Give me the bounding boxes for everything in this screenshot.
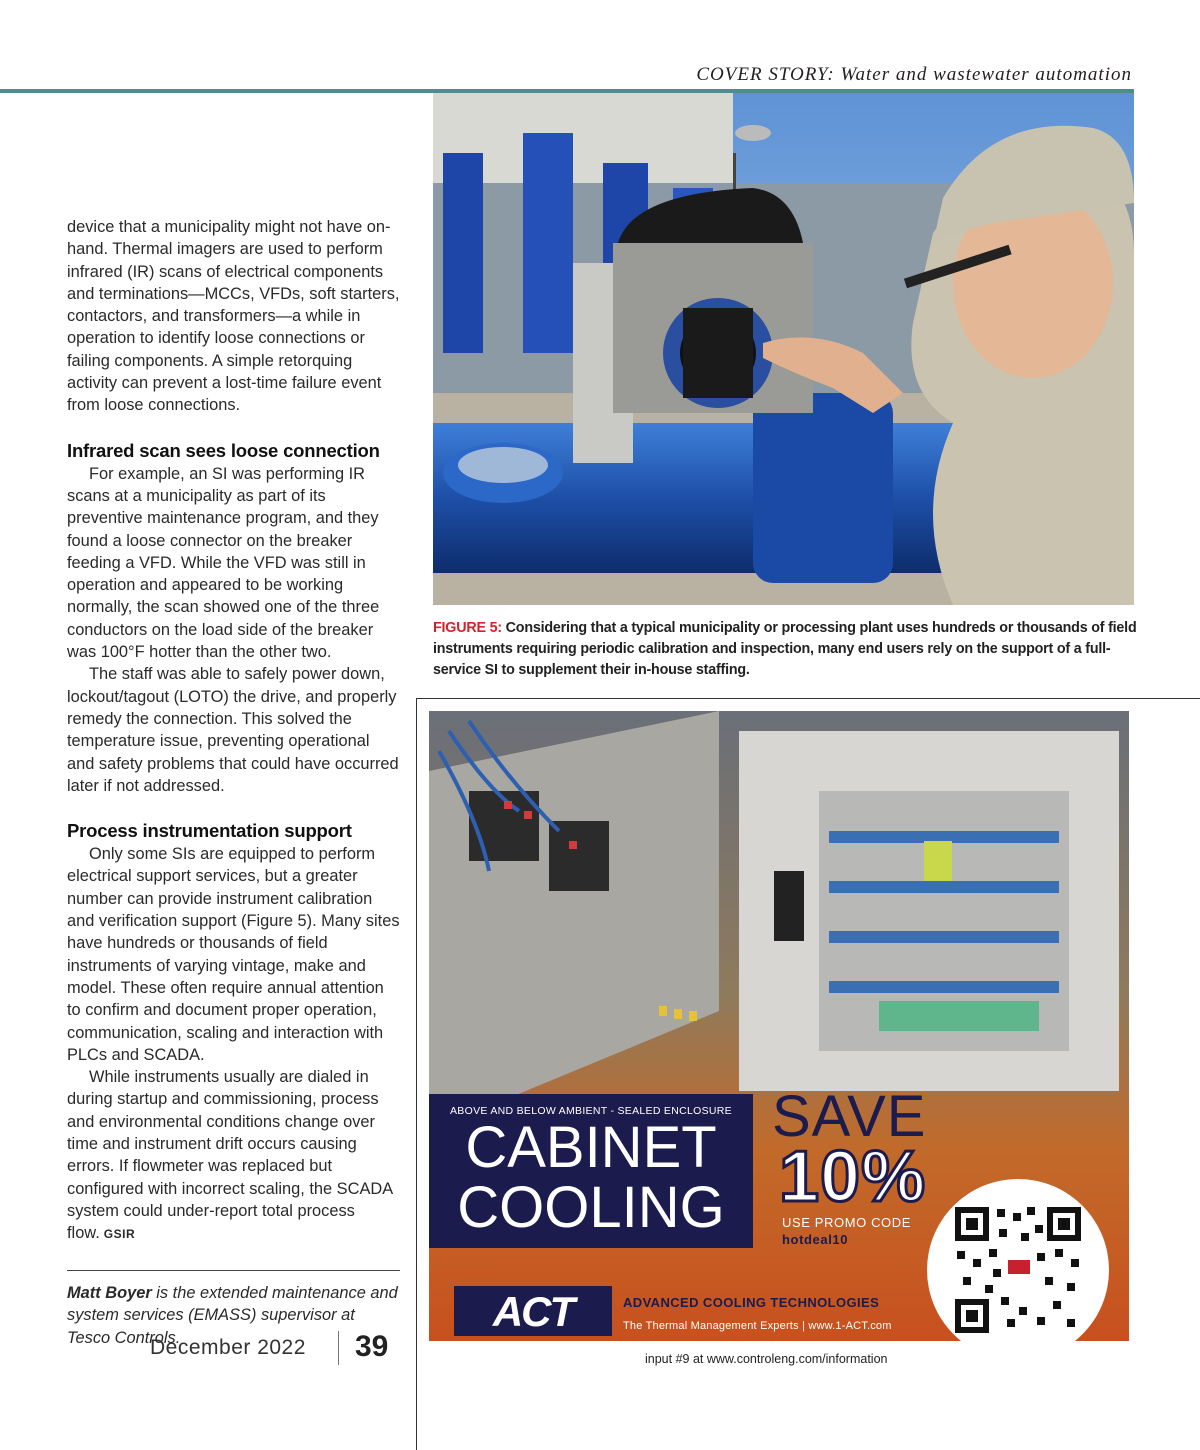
ad-headline-line2: COOLING <box>457 1175 725 1240</box>
figure-caption <box>433 618 1137 681</box>
ad-tagline: The Thermal Management Experts | www.1-ACT.com <box>623 1320 892 1332</box>
ad-kicker: ABOVE AND BELOW AMBIENT - SEALED ENCLOSURE <box>450 1105 732 1117</box>
subheading-instrumentation: Process instrumentation support <box>67 820 352 842</box>
end-mark: GSIR <box>103 1227 136 1242</box>
bio-divider <box>67 1270 400 1271</box>
ad-frame-top <box>416 698 1200 699</box>
paragraph-4: Only some SIs are equipped to perform electrical support services, but a greater number can provide instrument calibration and verification support (Figure 5). Many sites have hundreds or thousands of field instruments of varying vintage, make and model. These often require annual attention to confirm and document proper operation, communication, scaling and interaction with PLCs and SCADA. <box>67 845 400 1064</box>
qr-code-icon <box>927 1179 1109 1341</box>
paragraph-1: device that a municipality might not have on-hand. Thermal imagers are used to perform infrared (IR) scans of electrical components and terminations—MCCs, VFDs, soft starters, contactors, and transformers—a while in operation to identify loose connections or failing components. A simple retorquing activity can prevent a lost-time failure event from loose connections. <box>67 218 400 415</box>
figure-label: FIGURE 5: <box>433 620 502 636</box>
figure-photo <box>433 93 1134 605</box>
author-name: Matt Boyer <box>67 1284 152 1302</box>
act-logo-text: ACT <box>492 1288 574 1335</box>
ad-reader-input: input #9 at www.controleng.com/information <box>645 1352 888 1366</box>
advertisement <box>429 711 1129 1341</box>
ad-frame-left <box>416 698 417 1450</box>
ad-company-name: ADVANCED COOLING TECHNOLOGIES <box>623 1295 880 1310</box>
act-logo <box>454 1286 612 1336</box>
ad-discount: 10% <box>779 1137 927 1217</box>
subheading-infrared: Infrared scan sees loose connection <box>67 439 380 461</box>
figure-caption-text: Considering that a typical municipality or processing plant uses hundreds or thousands of field instruments requiring periodic calibration and inspection, many end users rely on the support of a full-service SI to supplement their in-house staffing. <box>433 620 1137 678</box>
section-title: COVER STORY: Water and wastewater automation <box>696 64 1132 85</box>
ad-headline <box>429 1115 753 1240</box>
footer-divider <box>338 1331 339 1365</box>
author-bio-text: is the extended maintenance and system services (EMASS) supervisor at Tesco Controls. <box>67 1284 398 1347</box>
ad-promo-code: hotdeal10 <box>782 1232 849 1247</box>
ad-headline-line1: CABINET <box>465 1115 717 1180</box>
ad-promo-label: USE PROMO CODE <box>782 1215 912 1230</box>
paragraph-5 <box>67 1066 401 1245</box>
article-column <box>67 216 401 1245</box>
issue-date: December 2022 <box>150 1336 306 1359</box>
paragraph-3: The staff was able to safely power down, lockout/tagout (LOTO) the drive, and properly remedy the connection. This solved the temperature issue, preventing operational and safety problems that could have occurred later if not addressed. <box>67 665 399 795</box>
paragraph-5-text: While instruments usually are dialed in during startup and commissioning, process and environmental conditions change over time and instrument drift occurs causing errors. If flowmeter was replaced but configured with incorrect scaling, the SCADA system could under-report total process flow. <box>67 1068 393 1243</box>
technician-calibrating-instrument-illustration <box>433 93 1134 605</box>
ad-title-banner <box>429 1094 753 1248</box>
qr-code[interactable] <box>927 1179 1109 1341</box>
page-number: 39 <box>355 1330 389 1363</box>
paragraph-2: For example, an SI was performing IR scans at a municipality as part of its preventive maintenance program, and they found a loose connector on the breaker feeding a VFD. While the VFD was still in operation and appeared to be working normally, the scan showed one of the three conductors on the load side of the breaker was 100°F hotter than the other two. <box>67 464 380 662</box>
ad-save-text: SAVE <box>772 1084 927 1149</box>
